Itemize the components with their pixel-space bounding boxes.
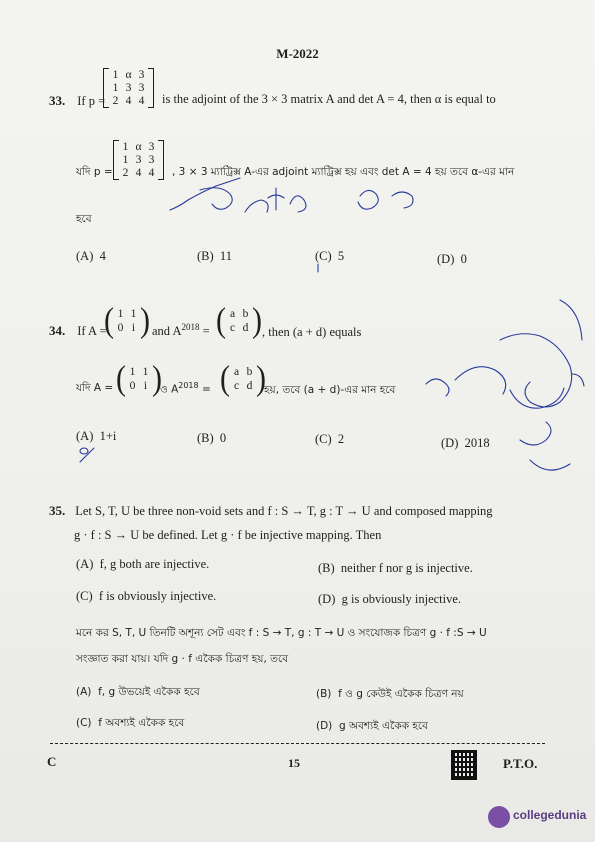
q34-option-c[interactable]: (C) 2 bbox=[315, 432, 345, 446]
matrix-cell: 1 bbox=[130, 308, 137, 320]
page-number: 15 bbox=[288, 756, 300, 770]
q33-number: 33. bbox=[49, 93, 66, 108]
q34-option-d[interactable]: (D) 2018 bbox=[441, 436, 490, 450]
matrix-cell: c bbox=[229, 322, 236, 334]
q33-bn-prefix: যদি p = bbox=[76, 166, 113, 178]
q35-option-c[interactable]: (C) f is obviously injective. bbox=[76, 589, 217, 603]
pto-label: P.T.O. bbox=[503, 756, 538, 771]
q33-option-a[interactable]: (A) 4 bbox=[76, 249, 106, 263]
matrix-cell: 3 bbox=[138, 82, 145, 94]
matrix-cell: 1 bbox=[122, 141, 129, 153]
matrix-cell: d bbox=[246, 380, 253, 392]
matrix-cell: α bbox=[135, 141, 142, 153]
q34-bn-matrix-a: ( 1 1 0 i ) bbox=[116, 359, 162, 398]
matrix-cell: 2 bbox=[112, 95, 119, 107]
matrix-cell: 4 bbox=[125, 95, 132, 107]
q35-bn-option-d[interactable]: (D) g অবশ্যই একৈক হবে bbox=[316, 720, 428, 732]
matrix-cell: 1 bbox=[122, 154, 129, 166]
matrix-cell: d bbox=[242, 322, 249, 334]
watermark-brand: collegedunia bbox=[513, 808, 587, 822]
matrix-cell: 4 bbox=[135, 167, 142, 179]
paper-code: M-2022 bbox=[276, 46, 319, 61]
matrix-cell: 1 bbox=[112, 82, 119, 94]
matrix-cell: 1 bbox=[142, 366, 149, 378]
q34-matrix-a: ( 1 1 0 i ) bbox=[104, 301, 150, 340]
matrix-cell: b bbox=[246, 366, 253, 378]
matrix-cell: c bbox=[233, 380, 240, 392]
q34-bn-mid: ও $A^{2018}$ = bbox=[160, 381, 211, 396]
q34-stem: , then (a + d) equals bbox=[262, 325, 362, 339]
q34-matrix-b: ( a b c d ) bbox=[216, 301, 262, 340]
q35-bn-option-b[interactable]: (B) f ও g কেউই একৈক চিত্রণ নয় bbox=[316, 688, 464, 700]
q35-option-a[interactable]: (A) f, g both are injective. bbox=[76, 557, 210, 571]
q33-option-d[interactable]: (D) 0 bbox=[437, 252, 467, 266]
matrix-cell: a bbox=[229, 308, 236, 320]
matrix-cell: 4 bbox=[138, 95, 145, 107]
q35-bn-option-c[interactable]: (C) f অবশ্যই একৈক হবে bbox=[76, 717, 185, 729]
matrix-cell: a bbox=[233, 366, 240, 378]
q35-english-line2: g · f : S → U be defined. Let g · f be injective mapping. Then bbox=[74, 528, 382, 542]
matrix-cell: i bbox=[143, 380, 148, 392]
matrix-cell: b bbox=[242, 308, 249, 320]
q34-bn-prefix: যদি A = bbox=[76, 382, 114, 394]
q34-mid: and $A^{2018}$ = bbox=[152, 322, 210, 339]
matrix-cell: 0 bbox=[117, 322, 124, 334]
matrix-cell: 3 bbox=[148, 154, 155, 166]
matrix-cell: 3 bbox=[138, 69, 145, 81]
q35-bn-line1: মনে কর S, T, U তিনটি অশূন্য সেট এবং f : S → T, g : T → U ও সংযোজক চিত্রণ g · f :S → U bbox=[76, 627, 487, 639]
matrix-cell: 3 bbox=[135, 154, 142, 166]
matrix-cell: 1 bbox=[117, 308, 124, 320]
matrix-cell: 1 bbox=[129, 366, 136, 378]
matrix-cell: 0 bbox=[129, 380, 136, 392]
q34-number: 34. bbox=[49, 323, 66, 338]
q35-english-line1: 35. Let S, T, U be three non-void sets and f : S → T, g : T → U and composed mapping bbox=[49, 503, 493, 518]
matrix-cell: 3 bbox=[148, 141, 155, 153]
q33-bn-tail: হবে bbox=[76, 213, 92, 225]
q33-option-c[interactable]: (C) 5 bbox=[315, 249, 345, 263]
q33-option-b[interactable]: (B) 11 bbox=[197, 249, 232, 263]
q33-prefix: If p = bbox=[77, 94, 106, 108]
q34-bn-matrix-b: ( a b c d ) bbox=[220, 359, 266, 398]
matrix-cell: 1 bbox=[112, 69, 119, 81]
q33-bn-stem: , 3 × 3 ম্যাট্রিক্স A-এর adjoint ম্যাট্রিক্স হয় এবং det A = 4 হয় তবে α-এর মান bbox=[172, 166, 515, 178]
q35-option-d[interactable]: (D) g is obviously injective. bbox=[318, 592, 462, 606]
q34-option-a[interactable]: (A) 1+i bbox=[76, 429, 117, 443]
matrix-cell: i bbox=[131, 322, 136, 334]
q33-stem: is the adjoint of the 3 × 3 matrix A and det A = 4, then α is equal to bbox=[162, 92, 496, 106]
matrix-cell: 2 bbox=[122, 167, 129, 179]
matrix-cell: α bbox=[125, 69, 132, 81]
q34-bn-stem: হয়, তবে (a + d)-এর মান হবে bbox=[264, 384, 396, 396]
matrix-cell: 3 bbox=[125, 82, 132, 94]
q34-prefix: If A = bbox=[77, 324, 107, 338]
footer-set-code: C bbox=[47, 754, 57, 769]
q35-bn-line2: সংজ্ঞাত করা যায়। যদি g · f একৈক চিত্রণ হয়, তবে bbox=[76, 653, 289, 665]
q35-option-b[interactable]: (B) neither f nor g is injective. bbox=[318, 561, 473, 575]
q35-bn-option-a[interactable]: (A) f, g উভয়েই একৈক হবে bbox=[76, 686, 200, 698]
matrix-cell: 4 bbox=[148, 167, 155, 179]
q35-number: 35. bbox=[49, 503, 66, 518]
q34-option-b[interactable]: (B) 0 bbox=[197, 431, 227, 445]
